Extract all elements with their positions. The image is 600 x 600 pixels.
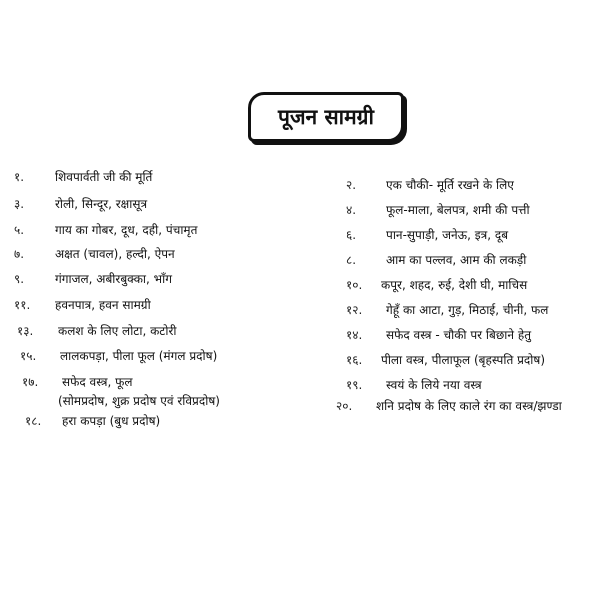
item-number: १७.	[22, 375, 39, 389]
item-text: हवनपात्र, हवन सामग्री	[55, 298, 151, 312]
item-text: आम का पल्लव, आम की लकड़ी	[386, 253, 527, 267]
item-text: शिवपार्वती जी की मूर्ति	[55, 170, 153, 184]
item-text: कलश के लिए लोटा, कटोरी	[58, 324, 177, 338]
item-text: पीला वस्त्र, पीलाफूल (बृहस्पति प्रदोष)	[381, 353, 546, 367]
item-text: शनि प्रदोष के लिए काले रंग का वस्त्र/झण्डा	[376, 399, 562, 413]
item-number: १३.	[17, 324, 34, 338]
item-text: पान-सुपाड़ी, जनेऊ, इत्र, दूब	[386, 228, 509, 242]
item-number: १४.	[346, 328, 363, 342]
title-frame	[248, 92, 404, 142]
item-number: १६.	[346, 353, 363, 367]
item-number: ५.	[14, 223, 25, 237]
item-text: गेहूँ का आटा, गुड़, मिठाई, चीनी, फल	[386, 303, 549, 317]
item-text: कपूर, शहद, रुई, देशी घी, माचिस	[381, 278, 528, 292]
item-text: फूल-माला, बेलपत्र, शमी की पत्ती	[386, 203, 530, 217]
item-number: ११.	[14, 298, 31, 312]
item-text: रोली, सिन्दूर, रक्षासूत्र	[55, 197, 148, 211]
item-number: ६.	[346, 228, 357, 242]
item-text: एक चौकी- मूर्ति रखने के लिए	[386, 178, 514, 192]
item-text: लालकपड़ा, पीला फूल (मंगल प्रदोष)	[60, 349, 218, 363]
item-number: ३.	[14, 197, 25, 211]
item-text-continuation: (सोमप्रदोष, शुक्र प्रदोष एवं रविप्रदोष)	[58, 394, 220, 408]
item-number: १९.	[346, 378, 363, 392]
item-number: ७.	[14, 247, 25, 261]
item-number: ८.	[346, 253, 357, 267]
item-number: २.	[346, 178, 357, 192]
item-number: १२.	[346, 303, 363, 317]
item-text: सफेद वस्त्र, फूल	[62, 375, 133, 389]
item-number: २०.	[336, 399, 353, 413]
item-number: १.	[14, 170, 25, 184]
item-text: गाय का गोबर, दूध, दही, पंचामृत	[55, 223, 198, 237]
item-text: हरा कपड़ा (बुध प्रदोष)	[62, 414, 161, 428]
item-number: १५.	[20, 349, 37, 363]
item-text: सफेद वस्त्र - चौकी पर बिछाने हेतु	[386, 328, 532, 342]
item-number: १०.	[346, 278, 363, 292]
item-text: गंगाजल, अबीरबुक्का, भाँग	[55, 272, 172, 286]
page-title: पूजन सामग्री	[278, 105, 374, 129]
item-text: स्वयं के लिये नया वस्त्र	[386, 378, 482, 392]
item-number: ९.	[14, 272, 25, 286]
item-number: ४.	[346, 203, 357, 217]
item-text: अक्षत (चावल), हल्दी, ऐपन	[55, 247, 175, 261]
item-number: १८.	[25, 414, 42, 428]
